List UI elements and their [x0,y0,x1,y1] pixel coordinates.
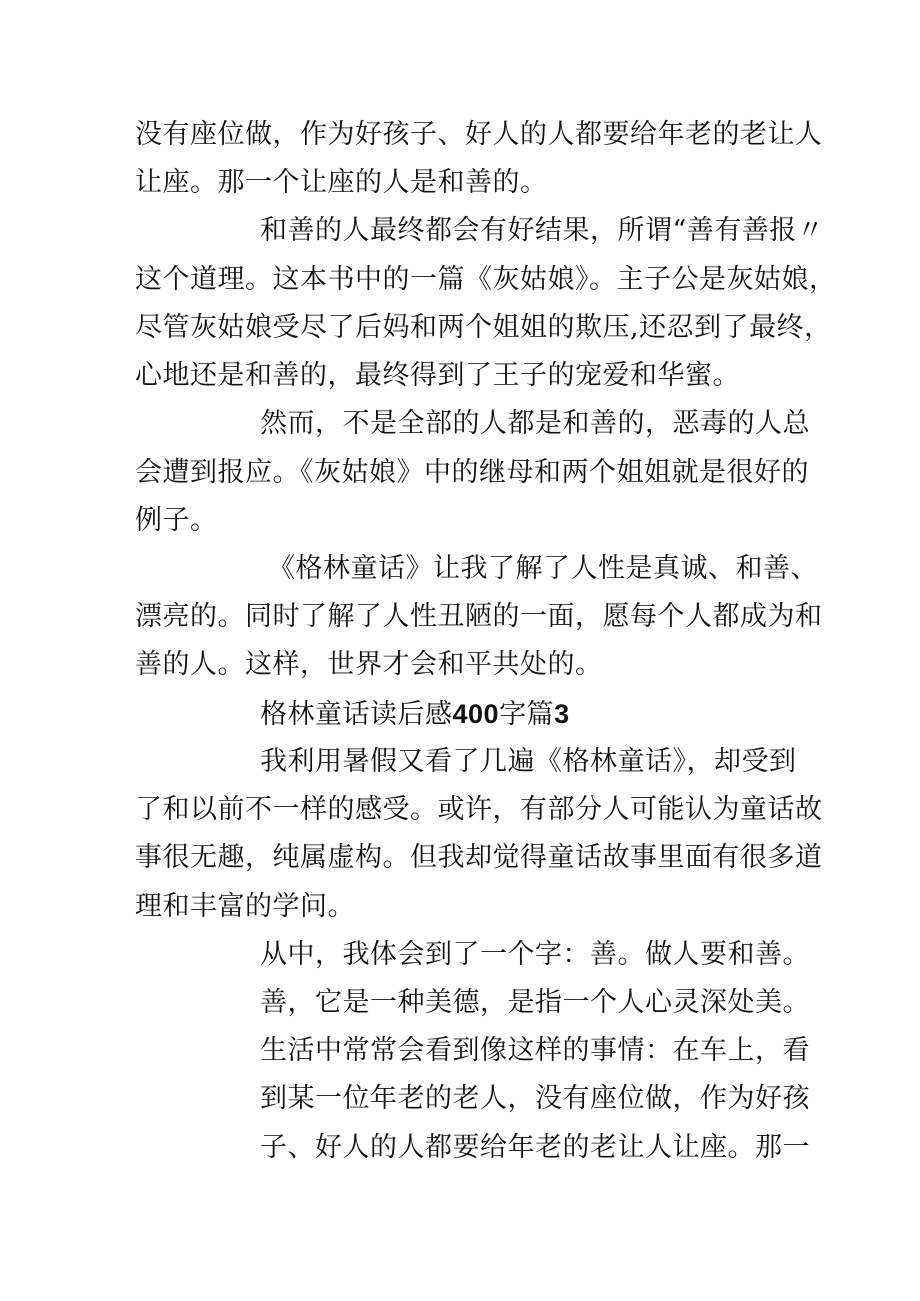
text-line: 我利用暑假又看了几遍《格林童话》，却受到 [260,746,797,777]
text-line: 从中，我体会到了一个字：善。做人要和善。 [260,939,810,970]
text-line: 理和丰富的学问。 [135,891,355,922]
text-line: 事很无趣，纯属虚构。但我却觉得童话故事里面有很多道 [135,842,823,873]
text-line: 到某一位年老的老人，没有座位做，作为好孩 [260,1083,810,1114]
heading-middle: 字篇 [499,699,555,730]
text-line: 心地还是和善的，最终得到了王子的宠爱和华蜜。 [135,360,740,391]
text-line: 《格林童话》让我了解了人性是真诚、和善、 [268,553,818,584]
heading-prefix: 格林童话读后感 [260,699,453,730]
text-line: 漂亮的。同时了解了人性丑陋的一面，愿每个人都成为和 [135,601,823,632]
text-line: 生活中常常会看到像这样的事情：在车上，看 [260,1035,810,1066]
text-line: 会遭到报应。《灰姑娘》中的继母和两个姐姐就是很好的 [135,457,809,488]
text-line: 和善的人最终都会有好结果，所谓“善有善报〃 [260,215,825,246]
heading-index: 3 [554,699,570,729]
text-line: 尽管灰姑娘受尽了后妈和两个姐姐的欺压,还忍到了最终， [135,312,832,343]
text-line: 这个道理。这本书中的一篇《灰姑娘》。主子公是灰姑娘， [135,264,837,295]
text-line: 让座。那一个让座的人是和善的。 [135,167,548,198]
heading-number: 400 [452,699,500,729]
text-line: 然而，不是全部的人都是和善的，恶毒的人总 [260,408,810,439]
text-line: 例子。 [135,505,218,536]
text-line: 善的人。这样，世界才会和平共处的。 [135,649,603,680]
section-heading [260,697,570,732]
text-line: 了和以前不一样的感受。或许，有部分人可能认为童话故 [135,794,823,825]
text-line: 子、好人的人都要给年老的老让人让座。那一 [260,1132,810,1163]
text-line: 没有座位做，作为好孩子、好人的人都要给年老的老让人 [135,119,823,150]
text-line: 善，它是一种美德，是指一个人心灵深处美。 [260,987,810,1018]
